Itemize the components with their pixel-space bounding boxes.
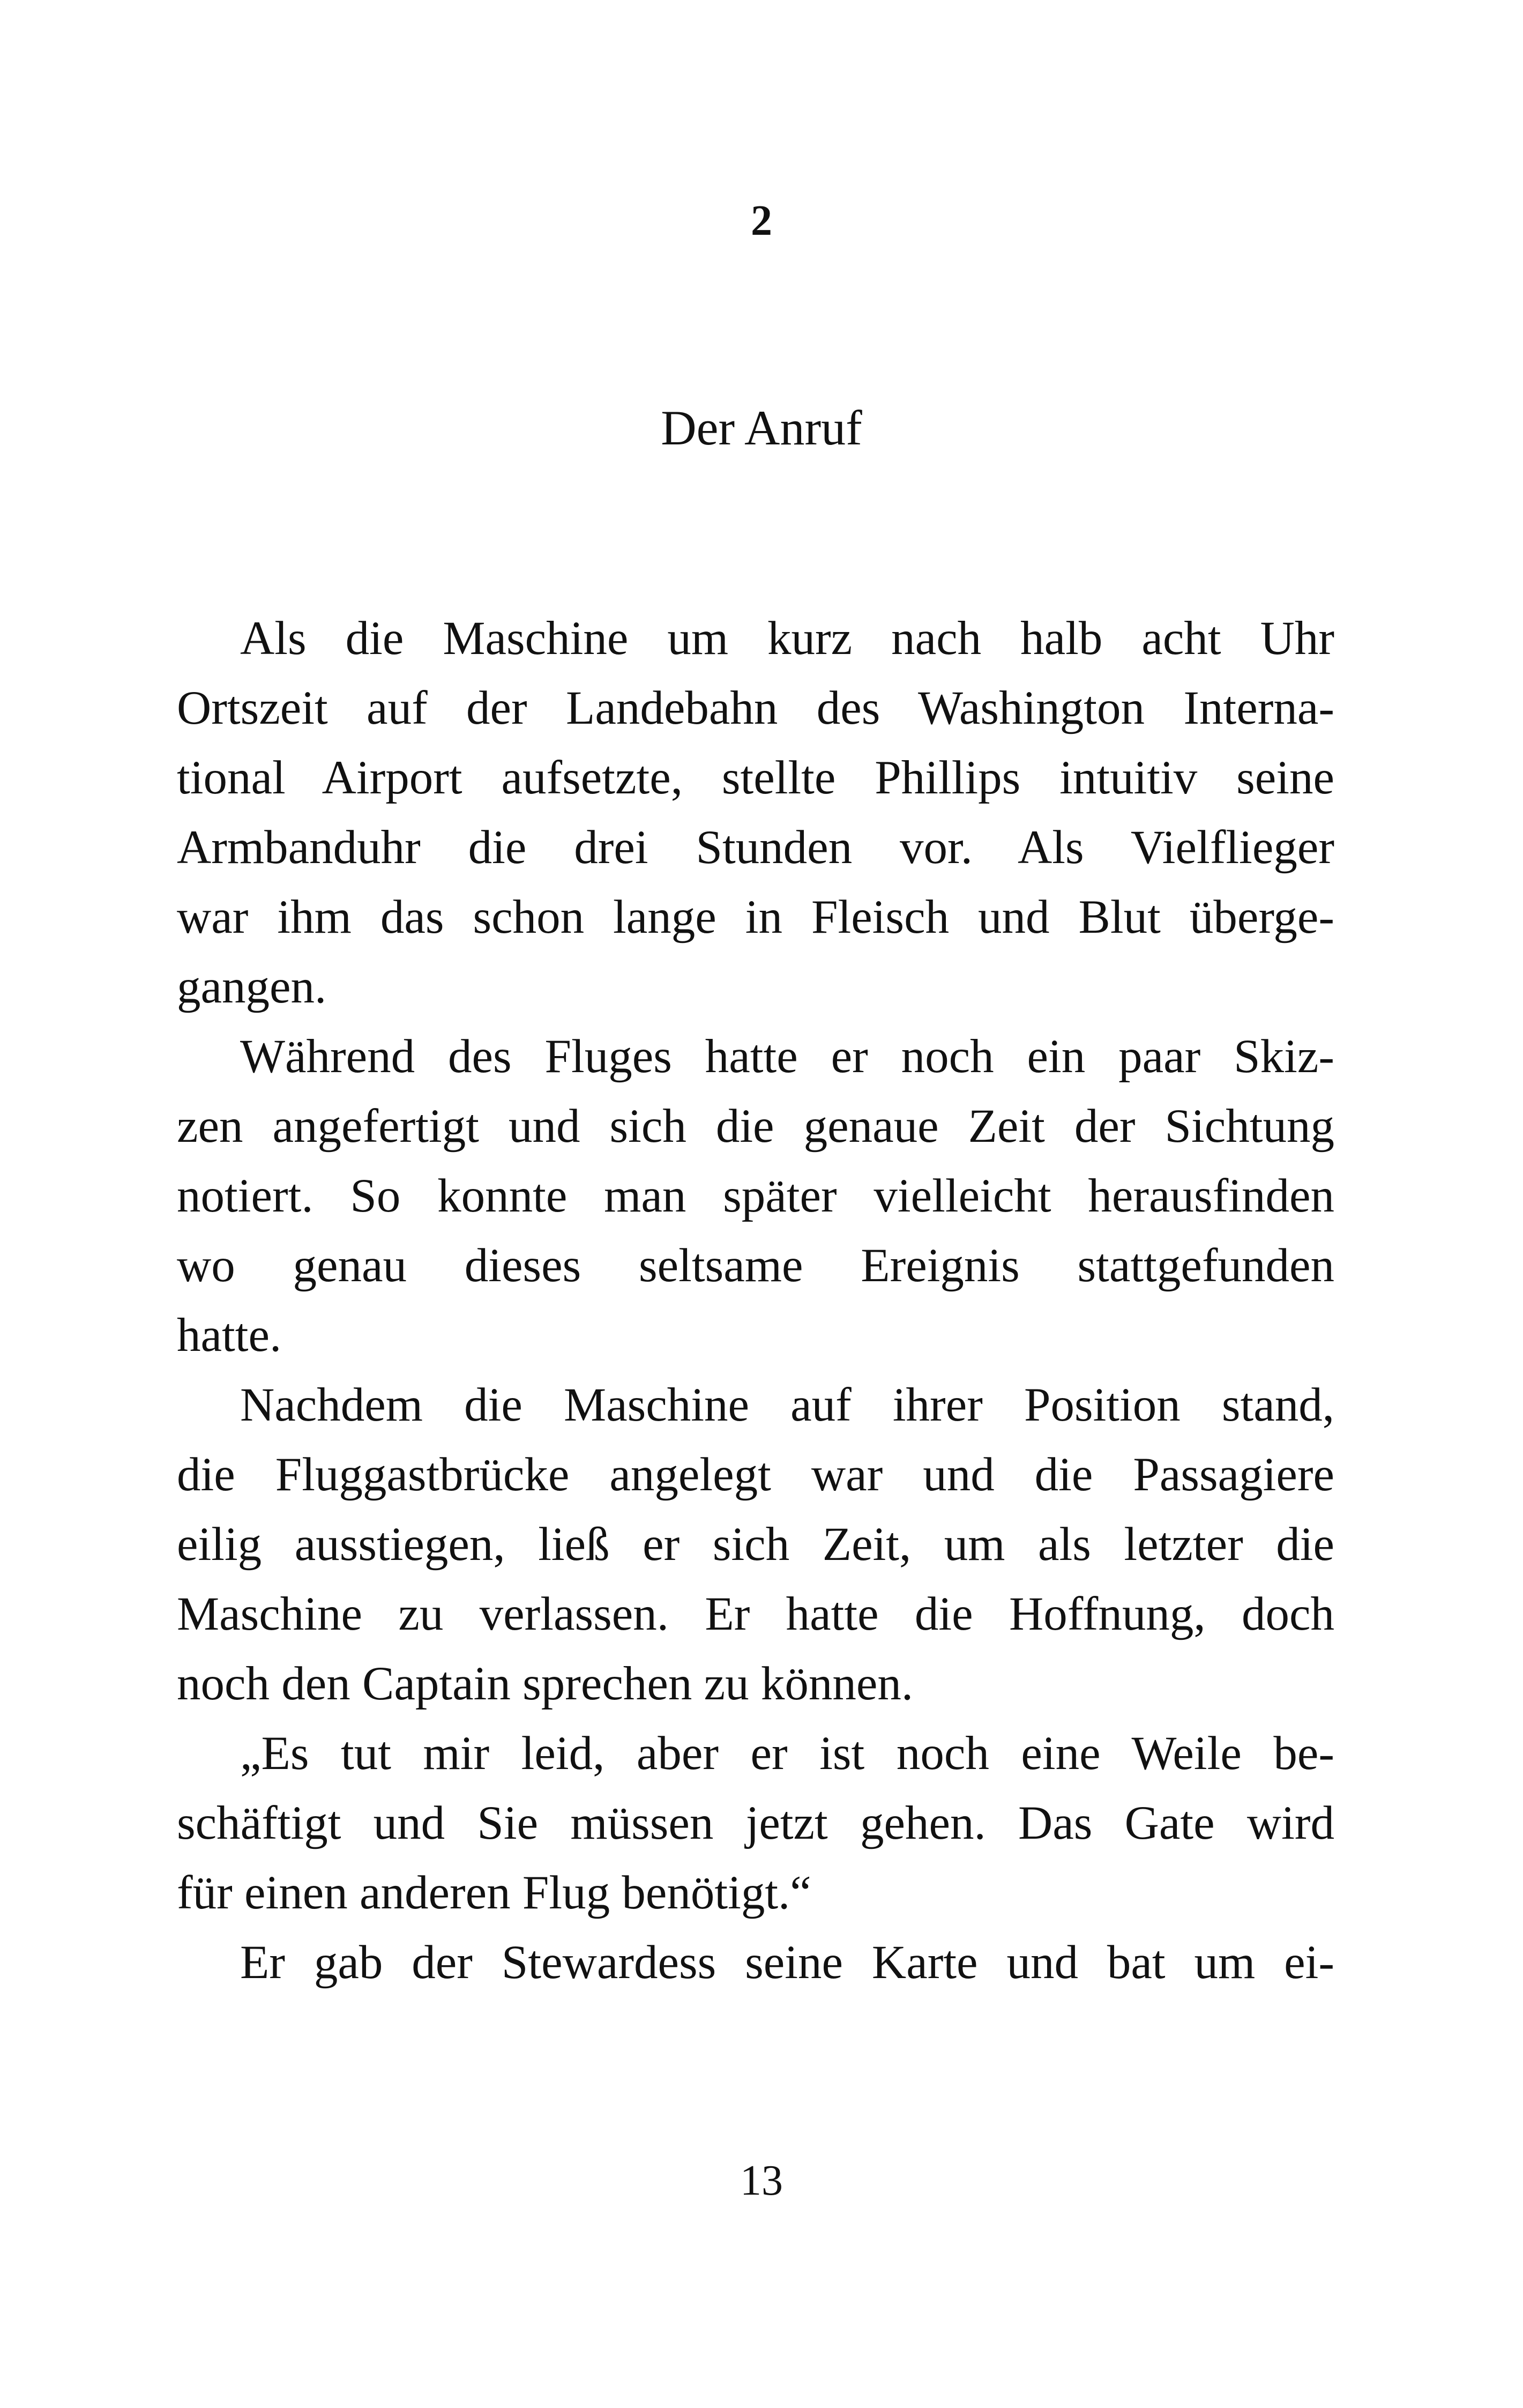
text-line: notiert. So konnte man später vielleicht herausfinden	[177, 1170, 1334, 1222]
text-line: für einen anderen Flug benötigt.“	[177, 1867, 811, 1919]
text-line: tional Airport aufsetzte, stellte Phillips intuitiv seine	[177, 752, 1334, 804]
text-line: Als die Maschine um kurz nach halb acht Uhr	[240, 612, 1334, 665]
chapter-number: 2	[751, 197, 772, 244]
text-line: Armbanduhr die drei Stunden vor. Als Vielflieger	[177, 821, 1334, 874]
text-line: Nachdem die Maschine auf ihrer Position stand,	[240, 1379, 1334, 1431]
text-line: schäftigt und Sie müssen jetzt gehen. Das Gate wird	[177, 1797, 1334, 1849]
text-line: hatte.	[177, 1309, 282, 1362]
text-line: Während des Fluges hatte er noch ein paar Skiz-	[240, 1030, 1334, 1083]
text-line: die Fluggastbrücke angelegt war und die Passagiere	[177, 1448, 1334, 1501]
text-line: noch den Captain sprechen zu können.	[177, 1658, 914, 1710]
chapter-title: Der Anruf	[661, 400, 862, 455]
text-line: Maschine zu verlassen. Er hatte die Hoffnung, doch	[177, 1588, 1334, 1640]
text-line: war ihm das schon lange in Fleisch und Blut überge-	[177, 891, 1334, 943]
text-line: „Es tut mir leid, aber er ist noch eine Weile be-	[240, 1727, 1334, 1780]
body-text	[177, 604, 1334, 1997]
text-line: zen angefertigt und sich die genaue Zeit der Sichtung	[177, 1100, 1334, 1153]
text-line: Ortszeit auf der Landebahn des Washington Interna-	[177, 682, 1334, 734]
text-line: wo genau dieses seltsame Ereignis stattgefunden	[177, 1239, 1334, 1292]
text-line: gangen.	[177, 961, 327, 1013]
text-line: Er gab der Stewardess seine Karte und bat um ei-	[240, 1936, 1334, 1989]
text-line: eilig ausstiegen, ließ er sich Zeit, um als letzter die	[177, 1518, 1334, 1571]
page-number: 13	[740, 2157, 783, 2204]
